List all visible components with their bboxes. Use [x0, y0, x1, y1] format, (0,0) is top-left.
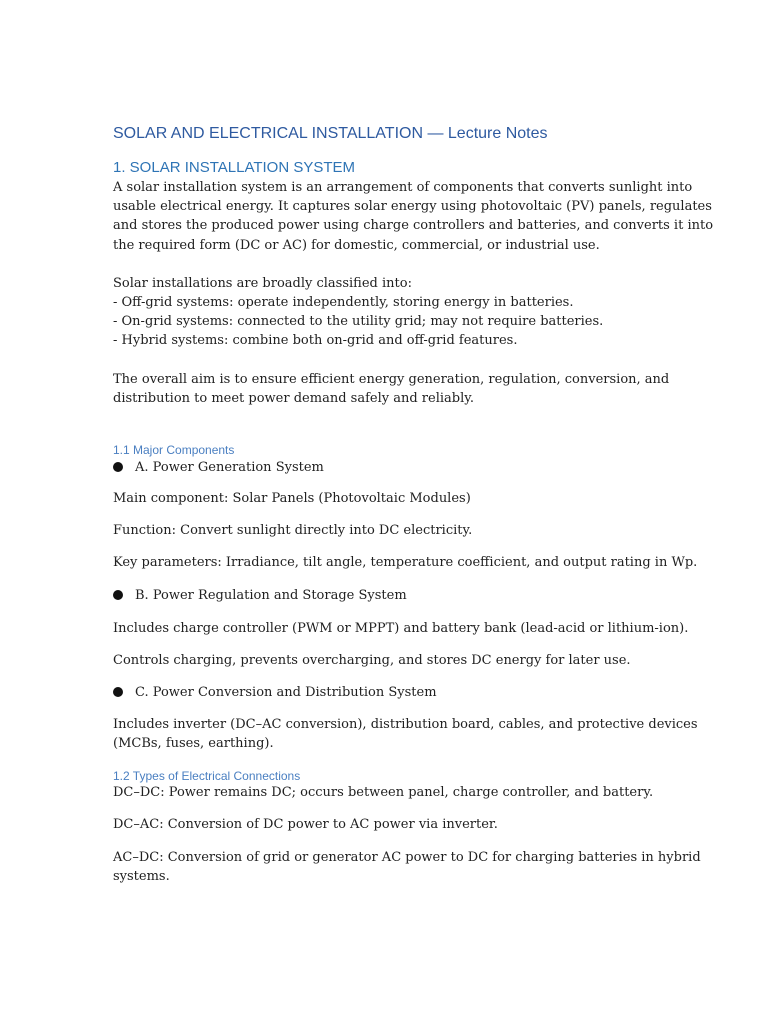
bullet-label: C. Power Conversion and Distribution System [135, 685, 437, 700]
list-item: - On-grid systems: connected to the utility grid; may not require batteries. [113, 314, 604, 329]
paragraph-line: Includes charge controller (PWM or MPPT) and battery bank (lead-acid or lithium-ion). [113, 621, 689, 636]
paragraph-line: usable electrical energy. It captures solar energy using photovoltaic (PV) panels, regulates [113, 199, 712, 214]
bullet-icon [113, 590, 123, 600]
paragraph-line: and stores the produced power using charge controllers and batteries, and converts it into [113, 218, 714, 233]
document-title: SOLAR AND ELECTRICAL INSTALLATION — Lecture Notes [113, 125, 548, 142]
paragraph-line: Main component: Solar Panels (Photovoltaic Modules) [113, 491, 471, 506]
paragraph-line: AC–DC: Conversion of grid or generator AC power to DC for charging batteries in hybrid [113, 850, 701, 865]
section-1-2-heading: 1.2 Types of Electrical Connections [113, 769, 301, 783]
bullet-label: A. Power Generation System [135, 460, 324, 475]
bullet-icon [113, 462, 123, 472]
section-1-1-heading: 1.1 Major Components [113, 443, 235, 457]
list-item: - Hybrid systems: combine both on-grid and off-grid features. [113, 333, 518, 348]
bullet-icon [113, 687, 123, 697]
paragraph-line: Function: Convert sunlight directly into DC electricity. [113, 523, 473, 538]
paragraph-line: A solar installation system is an arrangement of components that converts sunlight into [113, 180, 693, 195]
paragraph-line: systems. [113, 869, 170, 884]
paragraph-line: the required form (DC or AC) for domestic, commercial, or industrial use. [113, 238, 600, 253]
list-item: - Off-grid systems: operate independently, storing energy in batteries. [113, 295, 574, 310]
paragraph-line: Controls charging, prevents overcharging, and stores DC energy for later use. [113, 653, 631, 668]
paragraph-line: Solar installations are broadly classified into: [113, 276, 412, 291]
bullet-item-b [113, 586, 407, 605]
paragraph-line: DC–DC: Power remains DC; occurs between panel, charge controller, and battery. [113, 785, 654, 800]
bullet-item-a [113, 458, 324, 477]
paragraph-line: (MCBs, fuses, earthing). [113, 736, 274, 751]
paragraph-line: distribution to meet power demand safely and reliably. [113, 391, 474, 406]
paragraph-line: Key parameters: Irradiance, tilt angle, temperature coefficient, and output rating in Wp. [113, 555, 698, 570]
bullet-label: B. Power Regulation and Storage System [135, 588, 407, 603]
paragraph-line: Includes inverter (DC–AC conversion), distribution board, cables, and protective devices [113, 717, 698, 732]
section-1-heading: 1. SOLAR INSTALLATION SYSTEM [113, 159, 356, 176]
paragraph-line: DC–AC: Conversion of DC power to AC power via inverter. [113, 817, 498, 832]
paragraph-line: The overall aim is to ensure efficient energy generation, regulation, conversion, and [113, 372, 670, 387]
bullet-item-c [113, 683, 437, 702]
